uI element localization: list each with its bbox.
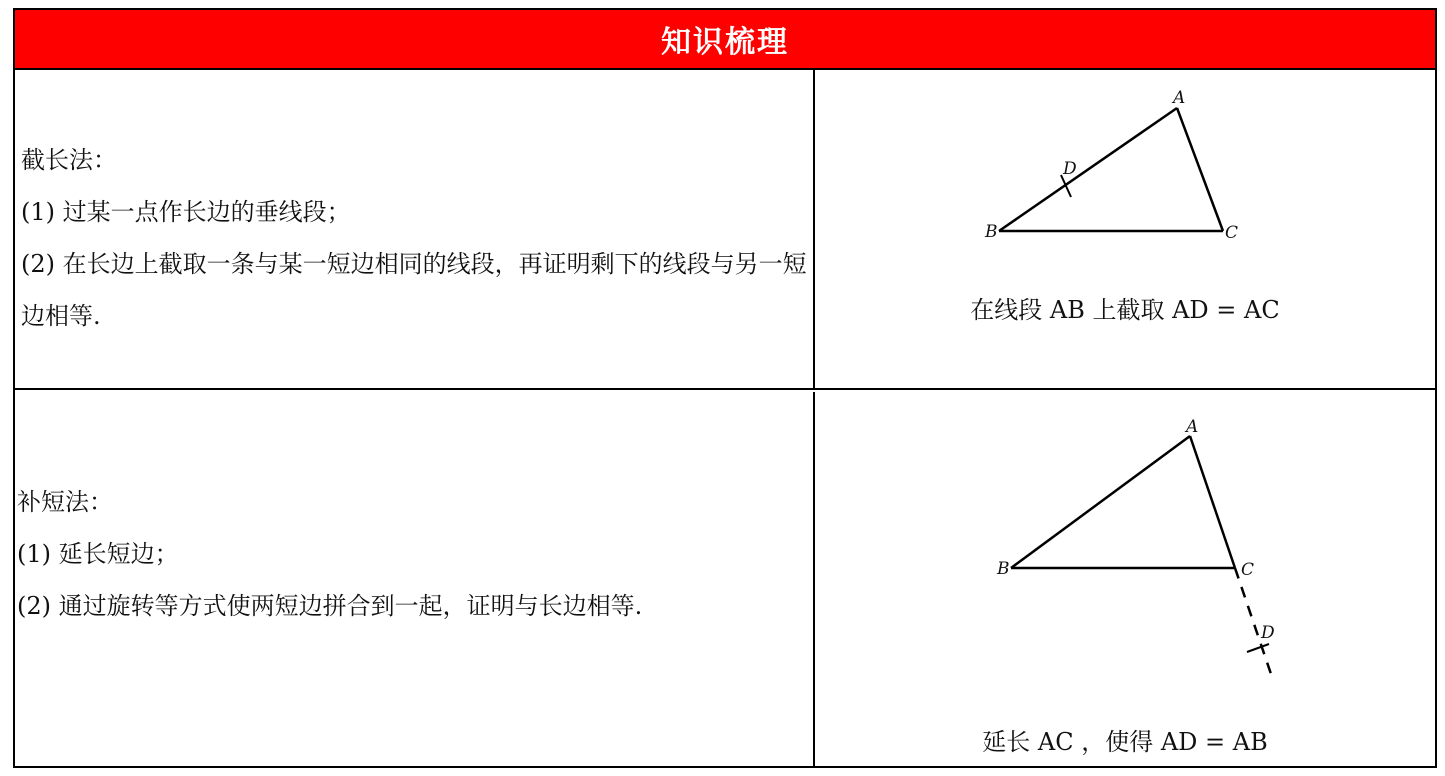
method-step: (2) 通过旋转等方式使两短边拼合到一起，证明与长边相等. xyxy=(17,592,643,620)
method-text-cell xyxy=(15,70,815,388)
vertex-label-c: C xyxy=(1241,560,1255,580)
method-figure-cell xyxy=(815,392,1435,766)
method-text-cell xyxy=(15,392,815,766)
point-d-tick xyxy=(1247,644,1269,652)
method-figure-cell xyxy=(815,70,1435,388)
vertex-label-c: C xyxy=(1225,223,1239,243)
vertex-label-a: A xyxy=(1186,417,1199,437)
point-label-d: D xyxy=(1261,623,1275,643)
vertex-label-a: A xyxy=(1173,88,1186,108)
figure-caption: 在线段 AB 上截取 AD = AC xyxy=(970,296,1280,324)
method-row-extend-short xyxy=(15,392,1435,766)
triangle-figure-cut xyxy=(815,70,1435,388)
method-description xyxy=(17,476,807,632)
method-step: (1) 延长短边； xyxy=(17,540,179,568)
method-row-cut-long xyxy=(15,70,1435,390)
segment-ac xyxy=(1177,108,1223,231)
segment-ac xyxy=(1190,436,1235,568)
vertex-label-b: B xyxy=(985,222,998,242)
segment-ab xyxy=(1011,436,1190,568)
vertex-label-b: B xyxy=(997,559,1010,579)
method-description xyxy=(21,134,807,342)
figure-caption: 延长 AC ，使得 AD = AB xyxy=(982,728,1268,756)
title-bar xyxy=(15,10,1435,70)
method-name: 截长法： xyxy=(21,146,117,174)
extension-cd xyxy=(1235,568,1271,674)
method-step: (2) 在长边上截取一条与某一短边相同的线段，再证明剩下的线段与另一短边相等. xyxy=(21,250,807,330)
knowledge-summary-table xyxy=(13,8,1437,768)
page-title: 知识梳理 xyxy=(661,25,789,60)
method-step: (1) 过某一点作长边的垂线段； xyxy=(21,198,351,226)
triangle-figure-extend xyxy=(815,392,1435,764)
point-label-d: D xyxy=(1063,159,1077,179)
segment-ab xyxy=(999,108,1177,231)
method-name: 补短法： xyxy=(17,488,113,516)
